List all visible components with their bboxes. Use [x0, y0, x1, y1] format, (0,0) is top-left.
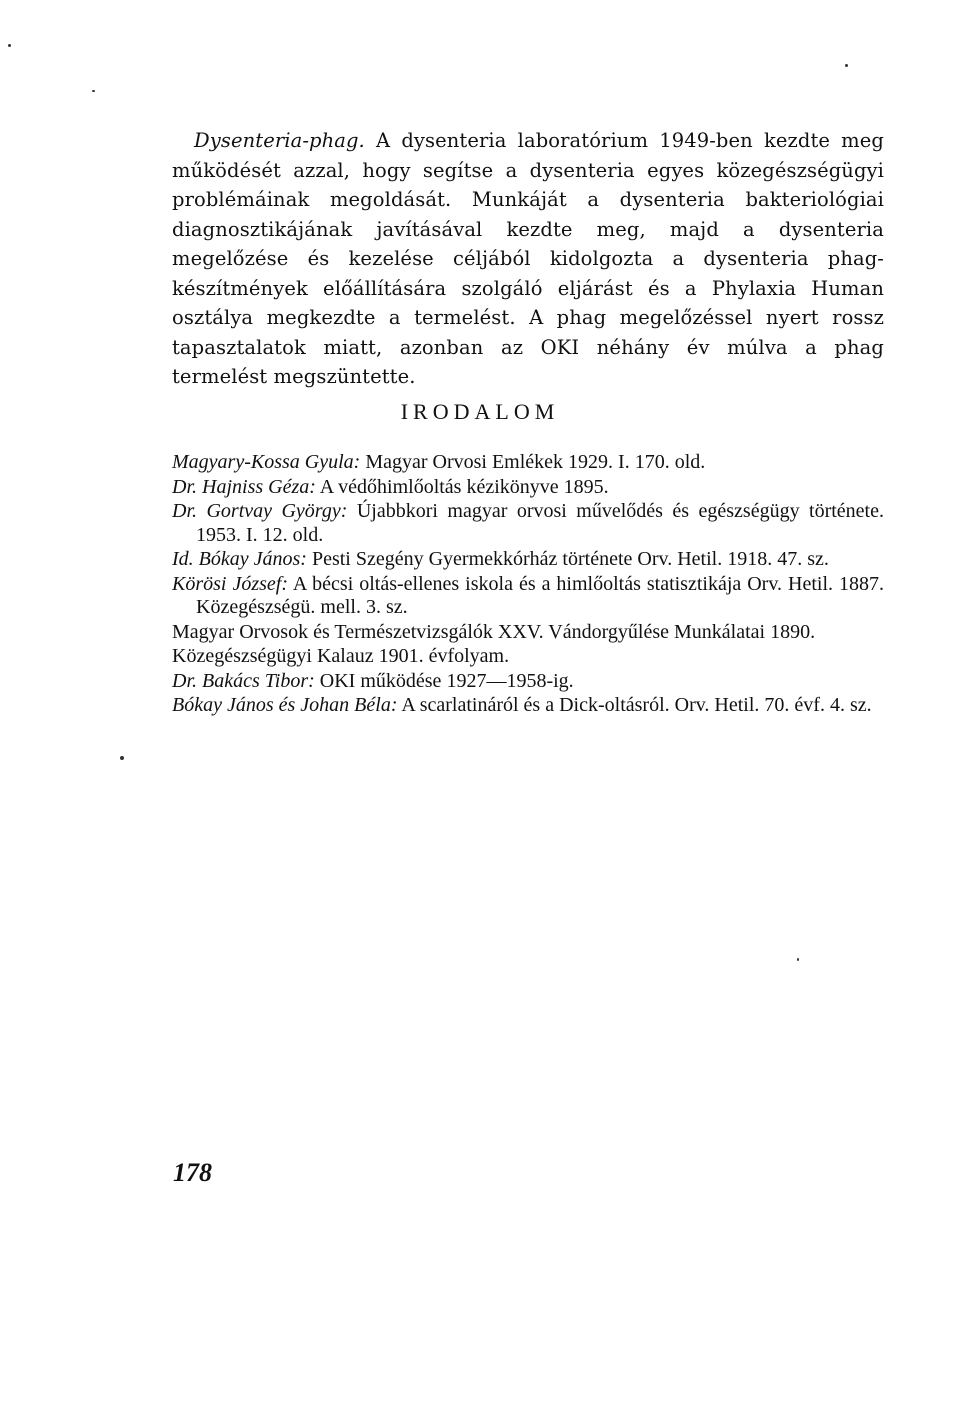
reference-author: Dr. Hajniss Géza: [172, 475, 316, 498]
scan-speck [120, 756, 124, 760]
reference-item [172, 476, 884, 500]
reference-text: Magyar Orvosi Emlékek 1929. I. 170. old. [360, 451, 706, 473]
reference-item [172, 645, 884, 669]
reference-text: Magyar Orvosok és Természetvizsgálók XXV. Vándorgyűlése Munkálatai 1890. [172, 620, 816, 643]
scan-speck [797, 958, 799, 961]
reference-item [172, 621, 884, 645]
reference-text: Újabbkori magyar orvosi művelődés és egészségügy története. 1953. I. 12. old. [196, 500, 884, 546]
reference-text: A védőhimlőoltás kézikönyve 1895. [315, 475, 609, 498]
paragraph-lead: Dysenteria-phag. [194, 129, 365, 152]
reference-author: Id. Bókay János: [172, 548, 307, 570]
reference-author: Magyary-Kossa Gyula: [172, 451, 361, 473]
reference-item [172, 451, 884, 475]
reference-text: Pesti Szegény Gyermekkórház története Orv. Hetil. 1918. 47. sz. [306, 548, 829, 570]
reference-text: A bécsi oltás-ellenes iskola és a himlőoltás statisztikája Orv. Hetil. 1887. Közegészségü. mell. 3. sz. [196, 572, 884, 618]
body-paragraph [172, 126, 884, 392]
scan-speck [845, 64, 848, 67]
reference-item [172, 694, 884, 718]
reference-item [172, 670, 884, 694]
paragraph-text: A dysenteria laboratórium 1949-ben kezdte meg működését azzal, hogy segítse a dysenteria egyes közegészségügyi problémáinak megoldását. Munkáját a dysenteria bakteriológiai diagnosztikájának javításával kezdte meg, majd a dysenteria megelőzése és kezelése céljából kidolgozta a dysenteria phag-készítmények előállítására szolgáló eljárást és a Phylaxia Human osztálya megkezdte a termelést. A phag megelőzéssel nyert rossz tapasztalatok miatt, azonban az OKI néhány év múlva a phag termelést megszüntette. [172, 129, 884, 388]
reference-item [172, 500, 884, 547]
reference-author: Dr. Gortvay György: [172, 500, 348, 522]
scan-speck [92, 90, 95, 92]
reference-text: A scarlatináról és a Dick-oltásról. Orv. Hetil. 70. évf. 4. sz. [397, 694, 872, 716]
reference-author: Körösi József: [172, 572, 288, 595]
reference-item [172, 548, 884, 572]
section-heading: IRODALOM [400, 399, 560, 424]
reference-list [172, 451, 884, 719]
reference-author: Bókay János és Johan Béla: [172, 694, 398, 716]
reference-text: OKI működése 1927—1958-ig. [314, 669, 574, 692]
page-number: 178 [173, 1158, 212, 1187]
scan-speck [8, 44, 11, 47]
reference-text: Közegészségügyi Kalauz 1901. évfolyam. [172, 645, 510, 667]
reference-author: Dr. Bakács Tibor: [172, 669, 315, 692]
reference-item [172, 573, 884, 620]
